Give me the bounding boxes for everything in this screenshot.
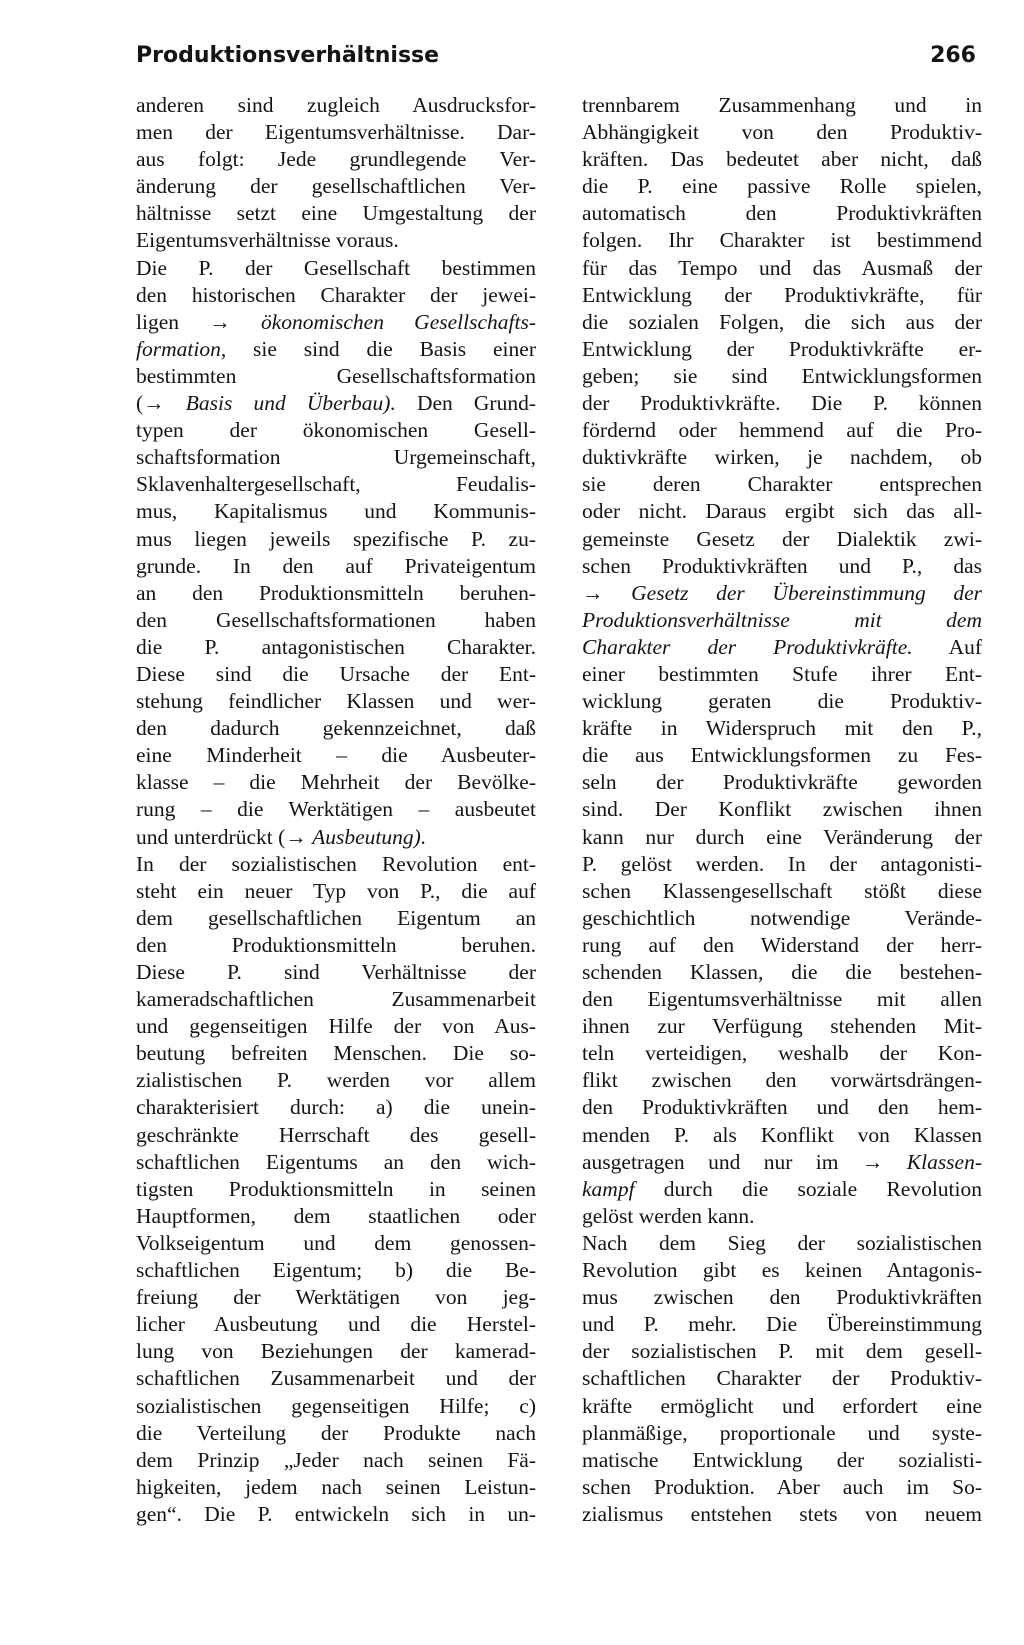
text-line: oder nicht. Daraus ergibt sich das all- — [582, 499, 982, 524]
text-line: gelöst werden kann. — [582, 1203, 755, 1228]
text-line: eine Minderheit – die Ausbeuter- — [136, 743, 536, 768]
text-line: den Gesellschaftsformationen haben — [136, 607, 536, 632]
text-line: schenden Klassen, die die bestehen- — [582, 960, 982, 984]
text-line: die sozialen Folgen, die sich aus der — [582, 309, 982, 334]
text-line: tigsten Produktionsmitteln in seinen — [136, 1176, 536, 1201]
text-line: zialismus entstehen stets von neuem — [582, 1501, 982, 1526]
text-line: den historischen Charakter der jewei- — [136, 282, 536, 307]
text-line: änderung der gesellschaftlichen Ver- — [136, 174, 536, 199]
text-line: kräfte in Widerspruch mit den P., — [582, 716, 982, 741]
text-line: charakterisiert durch: a) die unein- — [136, 1095, 536, 1120]
text-line: geben; sie sind Entwicklungsformen — [582, 363, 982, 388]
text-line: ihnen zur Verfügung stehenden Mit- — [582, 1014, 982, 1039]
text-line: schaftsformation Urgemeinschaft, — [136, 445, 536, 470]
text-line: steht ein neuer Typ von P., die auf — [136, 878, 536, 903]
text-line: schen Produktivkräften und P., das — [582, 553, 982, 578]
text-line: schaftlichen Charakter der Produktiv- — [582, 1366, 982, 1391]
text-line: an den Produktionsmitteln beruhen- — [136, 580, 536, 605]
italic-reference: Ausbeutung). — [312, 824, 427, 849]
text-line: klasse – die Mehrheit der Bevölke- — [136, 770, 536, 795]
text-line: den Produktivkräften und den hem- — [582, 1095, 982, 1120]
italic-reference: Charakter der Produktivkräfte. — [582, 634, 913, 659]
text-line: der sozialistischen P. mit dem gesell- — [582, 1339, 982, 1364]
text-line: licher Ausbeutung und die Herstel- — [136, 1312, 536, 1337]
text-line: Hauptformen, dem staatlichen oder — [136, 1203, 536, 1228]
text-line: menden P. als Konflikt von Klassen — [582, 1122, 982, 1147]
text-line: mus liegen jeweils spezifische P. zu- — [136, 526, 536, 551]
text-line: kameradschaftlichen Zusammenarbeit — [136, 987, 536, 1012]
text-line: P. gelöst werden. In der antagonisti- — [582, 851, 982, 876]
page-number: 266 — [930, 43, 976, 68]
text-line: der Produktivkräfte. Die P. können — [582, 391, 982, 416]
page-header — [136, 36, 976, 76]
text-line: fördernd oder hemmend auf die Pro- — [582, 418, 982, 443]
text-line: mus, Kapitalismus und Kommunis- — [136, 499, 536, 524]
text-line: schen Produktion. Aber auch im So- — [582, 1474, 982, 1499]
text-line: freiung der Werktätigen von jeg- — [136, 1285, 536, 1310]
text-line: den dadurch gekennzeichnet, daß — [136, 716, 536, 741]
text-line: matische Entwicklung der sozialisti- — [582, 1447, 982, 1472]
italic-reference: Gesetz der Übereinstimmung der — [631, 580, 982, 605]
text-line: beutung befreiten Menschen. Die so- — [136, 1041, 536, 1066]
text-line: geschichtlich notwendige Verände- — [582, 905, 982, 930]
text-line: schen Klassengesellschaft stößt diese — [582, 878, 982, 903]
text-line: schaftlichen Eigentum; b) die Be- — [136, 1258, 536, 1283]
text-line: → Gesetz der Übereinstimmung der — [582, 580, 982, 605]
text-line — [582, 607, 982, 634]
text-line: mus zwischen den Produktivkräften — [582, 1285, 982, 1310]
text-line: In der sozialistischen Revolution ent- — [136, 851, 536, 876]
text-line: die aus Entwicklungsformen zu Fes- — [582, 743, 982, 768]
text-line: kampf durch die soziale Revolution — [582, 1176, 982, 1201]
text-line: gen“. Die P. entwickeln sich in un- — [136, 1501, 536, 1526]
text-line: seln der Produktivkräfte geworden — [582, 770, 982, 795]
text-line: sie deren Charakter entsprechen — [582, 472, 982, 497]
text-line: lung von Beziehungen der kamerad- — [136, 1339, 536, 1364]
text-line: den Eigentumsverhältnisse mit allen — [582, 987, 982, 1012]
text-line: hältnisse setzt eine Umgestaltung der — [136, 201, 536, 226]
text-line: sozialistischen gegenseitigen Hilfe; c) — [136, 1393, 536, 1418]
text-line: zialistischen P. werden vor allem — [136, 1068, 536, 1093]
text-line: duktivkräfte wirken, je nachdem, ob — [582, 445, 982, 470]
text-line: bestimmten Gesellschaftsformation — [136, 363, 536, 388]
text-line: Abhängigkeit von den Produktiv- — [582, 120, 982, 145]
text-line: und P. mehr. Die Übereinstimmung — [582, 1312, 982, 1337]
text-line: Diese P. sind Verhältnisse der — [136, 960, 536, 984]
text-line: Volkseigentum und dem genossen- — [136, 1230, 536, 1255]
text-line: Entwicklung der Produktivkräfte er- — [582, 336, 982, 361]
text-line: geschränkte Herrschaft des gesell- — [136, 1122, 536, 1147]
text-line: aus folgt: Jede grundlegende Ver- — [136, 147, 536, 172]
text-line: wicklung geraten die Produktiv- — [582, 689, 982, 714]
text-line: planmäßige, proportionale und syste- — [582, 1420, 982, 1445]
text-line: (→ Basis und Überbau). Den Grund- — [136, 391, 536, 416]
text-line: Revolution gibt es keinen Antagonis- — [582, 1258, 982, 1283]
text-line: Entwicklung der Produktivkräfte, für — [582, 282, 982, 307]
text-line: rung – die Werktätigen – ausbeutet — [136, 797, 536, 822]
text-line: für das Tempo und das Ausmaß der — [582, 255, 982, 280]
text-line: men der Eigentumsverhältnisse. Dar- — [136, 120, 536, 145]
text-line: formation, sie sind die Basis einer — [136, 336, 536, 361]
text-line: kräfte ermöglicht und erfordert eine — [582, 1393, 982, 1418]
text-line: folgen. Ihr Charakter ist bestimmend — [582, 228, 982, 253]
text-line: grunde. In den auf Privateigentum — [136, 553, 536, 578]
text-line: flikt zwischen den vorwärtsdrängen- — [582, 1068, 982, 1093]
text-line: stehung feindlicher Klassen und wer- — [136, 689, 536, 714]
text-line: einer bestimmten Stufe ihrer Ent- — [582, 661, 982, 686]
text-line: higkeiten, jedem nach seinen Leistun- — [136, 1474, 536, 1499]
text-line: typen der ökonomischen Gesell- — [136, 418, 536, 443]
text-line: rung auf den Widerstand der herr- — [582, 932, 982, 957]
text-line: die P. eine passive Rolle spielen, — [582, 174, 982, 199]
text-line: kräften. Das bedeutet aber nicht, daß — [582, 147, 982, 172]
text-line: Eigentumsverhältnisse voraus. — [136, 228, 399, 253]
italic-reference: Klassen- — [906, 1149, 982, 1174]
text-line: gemeinste Gesetz der Dialektik zwi- — [582, 526, 982, 551]
text-column-right — [582, 92, 982, 1528]
text-line: ausgetragen und nur im → Klassen- — [582, 1149, 982, 1174]
text-line: die P. antagonistischen Charakter. — [136, 634, 536, 659]
text-line: und unterdrückt (→ Ausbeutung). — [136, 824, 427, 849]
text-line: und gegenseitigen Hilfe der von Aus- — [136, 1014, 536, 1039]
italic-reference: kampf — [582, 1176, 635, 1201]
text-line: Die P. der Gesellschaft bestimmen — [136, 255, 536, 280]
text-line: trennbarem Zusammenhang und in — [582, 93, 982, 117]
text-line: automatisch den Produktivkräften — [582, 201, 982, 226]
text-line: anderen sind zugleich Ausdrucksfor- — [136, 93, 536, 117]
text-line: Charakter der Produktivkräfte. Auf — [582, 634, 982, 659]
text-line: den Produktionsmitteln beruhen. — [136, 932, 536, 957]
italic-reference: ökonomischen Gesellschafts- — [260, 309, 536, 334]
text-line: sind. Der Konflikt zwischen ihnen — [582, 797, 982, 822]
running-head-title: Produktionsverhältnisse — [136, 43, 440, 68]
italic-reference: Produktionsverhältnisse mit dem — [582, 607, 982, 632]
text-line: kann nur durch eine Veränderung der — [582, 824, 982, 849]
text-line: Sklavenhaltergesellschaft, Feudalis- — [136, 472, 536, 497]
text-column-left — [136, 92, 536, 1528]
text-line: dem Prinzip „Jeder nach seinen Fä- — [136, 1447, 536, 1472]
text-line: die Verteilung der Produkte nach — [136, 1420, 536, 1445]
text-line: schaftlichen Zusammenarbeit und der — [136, 1366, 536, 1391]
italic-reference: Basis und Überbau). — [185, 391, 396, 416]
italic-reference: formation, — [136, 336, 227, 361]
text-line: Diese sind die Ursache der Ent- — [136, 661, 536, 686]
text-line: dem gesellschaftlichen Eigentum an — [136, 905, 536, 930]
text-line: schaftlichen Eigentums an den wich- — [136, 1149, 536, 1174]
text-line: ligen → ökonomischen Gesellschafts- — [136, 309, 536, 334]
text-line: Nach dem Sieg der sozialistischen — [582, 1230, 982, 1255]
text-line: teln verteidigen, weshalb der Kon- — [582, 1041, 982, 1066]
